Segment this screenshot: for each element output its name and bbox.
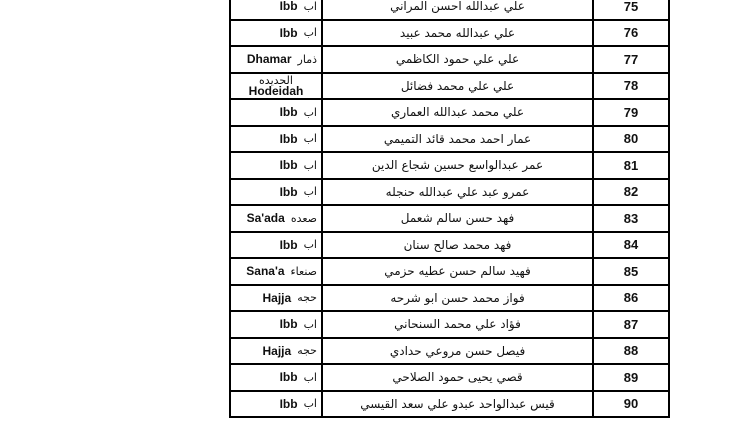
name-cell: فؤاد علي محمد السنحاني (323, 312, 594, 337)
table-row (231, 127, 668, 154)
governorate-cell (231, 259, 323, 284)
table-row (231, 312, 668, 339)
row-number: 77 (623, 51, 639, 67)
name-cell: فواز محمد حسن ابو شرحه (323, 286, 594, 311)
governorate-ar: اب (303, 105, 317, 119)
governorate-ar: اب (303, 26, 317, 40)
governorate-cell (231, 127, 323, 152)
row-number: 82 (623, 184, 639, 200)
table-row (231, 180, 668, 207)
row-number: 88 (623, 343, 639, 359)
governorate-en: Ibb (279, 0, 298, 14)
row-number: 81 (623, 157, 639, 173)
names-table (229, 0, 670, 418)
governorate-cell (231, 392, 323, 417)
row-number: 79 (623, 104, 639, 120)
governorate-cell (231, 233, 323, 258)
table-row (231, 259, 668, 286)
governorate-ar: صنعاء (290, 264, 317, 278)
governorate-en: Sa'ada (246, 211, 285, 226)
governorate-cell (231, 339, 323, 364)
table-row (231, 47, 668, 74)
governorate-en: Ibb (279, 237, 298, 252)
table-row (231, 0, 668, 21)
governorate-cell (231, 47, 323, 72)
governorate-en: Sana'a (246, 264, 285, 279)
name-cell: علي عبدالله احسن المراني (323, 0, 594, 19)
governorate-cell (231, 312, 323, 337)
name-cell: عمرو عبد علي عبدالله حنجله (323, 180, 594, 205)
governorate-en: Ibb (279, 396, 298, 411)
governorate-ar: اب (303, 132, 317, 146)
governorate-en: Ibb (279, 370, 298, 385)
row-number: 80 (623, 131, 639, 147)
governorate-en: Ibb (279, 158, 298, 173)
name-cell: فيصل حسن مروعي حدادي (323, 339, 594, 364)
name-cell: فهد محمد صالح سنان (323, 233, 594, 258)
governorate-ar: اب (303, 0, 317, 13)
table-row (231, 286, 668, 313)
governorate-ar: حجه (297, 291, 317, 305)
governorate-ar: اب (303, 185, 317, 199)
governorate-en: Ibb (279, 25, 298, 40)
governorate-ar: الحديده (259, 73, 293, 87)
table-row (231, 74, 668, 101)
governorate-en: Ibb (279, 105, 298, 120)
governorate-en: Hajja (262, 343, 292, 358)
row-number: 84 (623, 237, 639, 253)
governorate-cell (231, 180, 323, 205)
row-number: 89 (623, 369, 639, 385)
name-cell: فهيد سالم حسن عطيه حزمي (323, 259, 594, 284)
name-cell: فهد حسن سالم شعمل (323, 206, 594, 231)
governorate-cell (231, 100, 323, 125)
governorate-ar: اب (303, 397, 317, 411)
name-cell: عمر عبدالواسع حسين شجاع الدين (323, 153, 594, 178)
governorate-en: Ibb (279, 184, 298, 199)
row-number: 78 (623, 78, 639, 94)
name-cell: علي عبدالله محمد عبيد (323, 21, 594, 46)
governorate-en: Dhamar (246, 52, 292, 67)
governorate-cell (231, 153, 323, 178)
governorate-cell (231, 286, 323, 311)
name-cell: قيس عبدالواحد عبدو علي سعد القيسي (323, 392, 594, 417)
governorate-en: Ibb (279, 317, 298, 332)
row-number: 75 (623, 0, 639, 14)
governorate-ar: صعده (290, 211, 317, 225)
name-cell: علي علي حمود الكاظمي (323, 47, 594, 72)
table-row (231, 206, 668, 233)
row-number: 83 (623, 210, 639, 226)
governorate-en: Hajja (262, 290, 292, 305)
row-number: 85 (623, 263, 639, 279)
table-row (231, 21, 668, 48)
name-cell: عمار احمد محمد قائد التميمي (323, 127, 594, 152)
governorate-ar: اب (303, 370, 317, 384)
governorate-ar: اب (303, 317, 317, 331)
governorate-cell (231, 365, 323, 390)
governorate-ar: اب (303, 238, 317, 252)
governorate-cell (231, 74, 323, 99)
name-cell: قصي يحيى حمود الصلاحي (323, 365, 594, 390)
table-row (231, 339, 668, 366)
row-number: 76 (623, 25, 639, 41)
row-number: 90 (623, 396, 639, 412)
table-row (231, 233, 668, 260)
table-row (231, 365, 668, 392)
governorate-cell (231, 206, 323, 231)
governorate-en: Ibb (279, 131, 298, 146)
table-row (231, 153, 668, 180)
table-row (231, 392, 668, 419)
governorate-cell (231, 21, 323, 46)
name-cell: علي محمد عبدالله العماري (323, 100, 594, 125)
row-number: 86 (623, 290, 639, 306)
governorate-ar: اب (303, 158, 317, 172)
governorate-cell (231, 0, 323, 19)
table-row (231, 100, 668, 127)
name-cell: علي علي محمد فضائل (323, 74, 594, 99)
governorate-ar: حجه (297, 344, 317, 358)
governorate-en: Hodeidah (248, 83, 304, 98)
governorate-ar: ذمار (297, 52, 317, 66)
row-number: 87 (623, 316, 639, 332)
